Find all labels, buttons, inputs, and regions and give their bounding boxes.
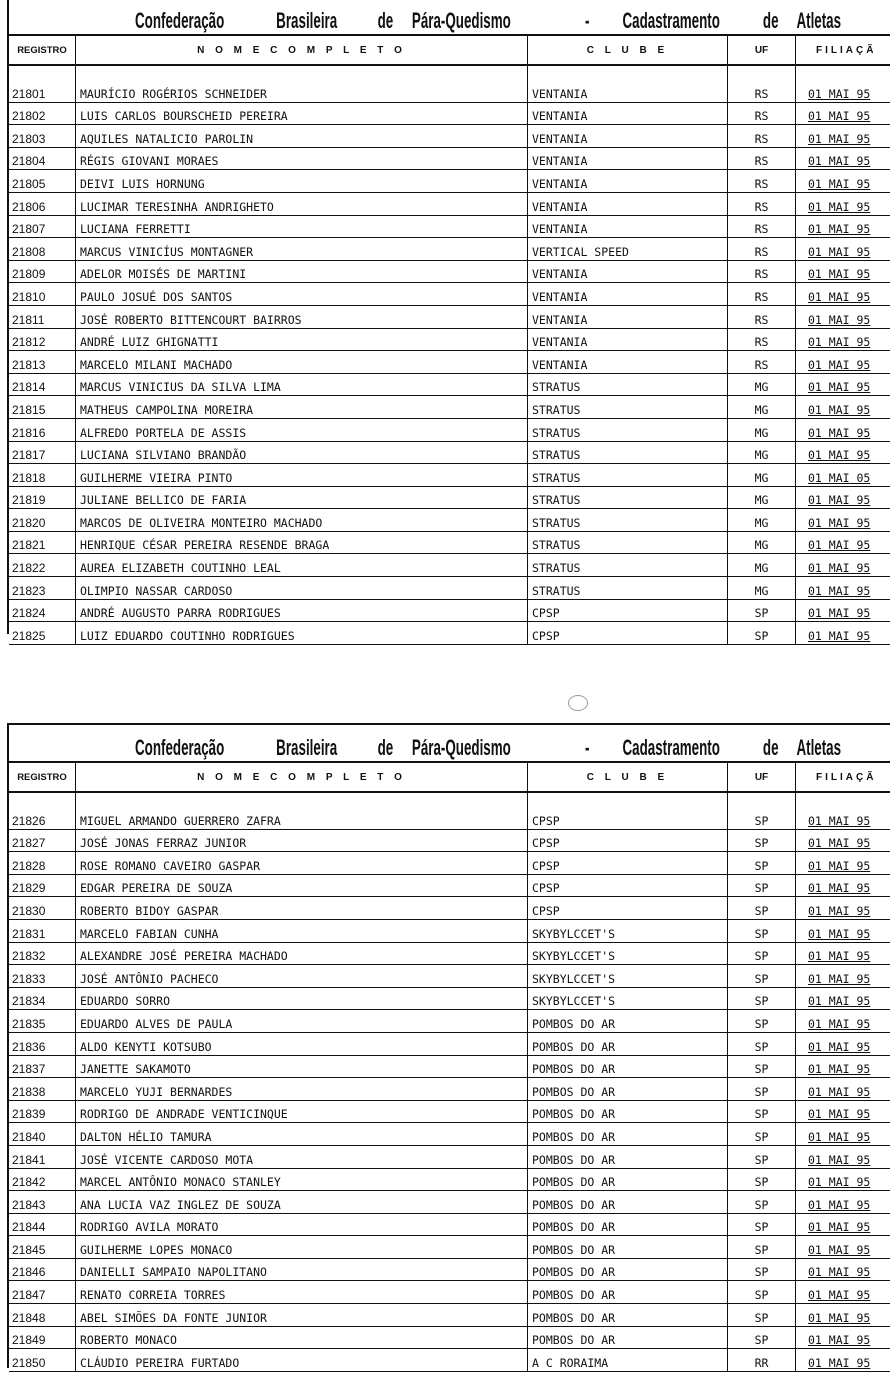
filiacao-cell: 01 MAI 95 (795, 306, 890, 329)
nome-cell: AUREA ELIZABETH COUTINHO LEAL (75, 554, 527, 577)
filiacao-cell: 01 MAI 95 (795, 1123, 890, 1146)
registro-cell: 21805 (9, 170, 75, 193)
uf-cell: SP (727, 1281, 795, 1304)
filiacao-cell: 01 MAI 95 (795, 170, 890, 193)
title-word: - (585, 8, 590, 33)
filiacao-cell: 01 MAI 95 (795, 216, 890, 239)
filiacao-cell: 01 MAI 95 (795, 1056, 890, 1079)
clube-cell: POMBOS DO AR (527, 1010, 727, 1033)
uf-cell: SP (727, 1123, 795, 1146)
registro-cell: 21816 (9, 419, 75, 442)
filiacao-cell: 01 MAI 95 (795, 943, 890, 966)
table-header (9, 34, 890, 66)
header-spacer (9, 66, 890, 80)
title-word: Brasileira (275, 8, 337, 33)
title-word: de (762, 8, 779, 33)
registro-cell: 21811 (9, 306, 75, 329)
registro-cell: 21822 (9, 554, 75, 577)
filiacao-cell: 01 MAI 95 (795, 351, 890, 374)
filiacao-cell: 01 MAI 95 (795, 1169, 890, 1192)
uf-cell: RR (727, 1349, 795, 1372)
filiacao-cell: 01 MAI 95 (795, 1349, 890, 1372)
uf-cell: RS (727, 193, 795, 216)
uf-cell: SP (727, 1191, 795, 1214)
nome-cell: MARCELO MILANI MACHADO (75, 351, 527, 374)
uf-cell: RS (727, 103, 795, 126)
nome-cell: LUIS CARLOS BOURSCHEID PEREIRA (75, 103, 527, 126)
filiacao-cell: 01 MAI 95 (795, 1214, 890, 1237)
filiacao-cell: 01 MAI 95 (795, 577, 890, 600)
registro-cell: 21839 (9, 1101, 75, 1124)
title-word: Cadastramento (622, 735, 720, 760)
clube-cell: STRATUS (527, 442, 727, 465)
uf-cell: MG (727, 532, 795, 555)
title-text (135, 8, 854, 34)
title-word: Brasileira (275, 735, 337, 760)
registro-cell: 21835 (9, 1010, 75, 1033)
registro-cell: 21832 (9, 943, 75, 966)
title-word: Cadastramento (622, 8, 720, 33)
clube-cell: CPSP (527, 897, 727, 920)
registration-sheet-1 (7, 0, 890, 643)
uf-cell: SP (727, 897, 795, 920)
nome-cell: JOSÉ ROBERTO BITTENCOURT BAIRROS (75, 306, 527, 329)
nome-cell: OLIMPIO NASSAR CARDOSO (75, 577, 527, 600)
uf-cell: MG (727, 487, 795, 510)
filiacao-cell: 01 MAI 95 (795, 442, 890, 465)
registro-cell: 21837 (9, 1056, 75, 1079)
filiacao-cell: 01 MAI 95 (795, 622, 890, 645)
uf-cell: RS (727, 148, 795, 171)
uf-cell: SP (727, 1236, 795, 1259)
clube-cell: POMBOS DO AR (527, 1214, 727, 1237)
registro-cell: 21817 (9, 442, 75, 465)
nome-cell: ROBERTO MONACO (75, 1327, 527, 1350)
clube-cell: POMBOS DO AR (527, 1236, 727, 1259)
clube-cell: A C RORAIMA (527, 1349, 727, 1372)
filiacao-cell: 01 MAI 95 (795, 600, 890, 623)
registro-cell: 21829 (9, 875, 75, 898)
filiacao-cell: 01 MAI 95 (795, 1281, 890, 1304)
sheet-title (9, 0, 890, 34)
filiacao-cell: 01 MAI 95 (795, 419, 890, 442)
filiacao-cell: 01 MAI 95 (795, 1327, 890, 1350)
nome-cell: ROSE ROMANO CAVEIRO GASPAR (75, 852, 527, 875)
nome-cell: AQUILES NATALICIO PAROLIN (75, 125, 527, 148)
nome-cell: DEIVI LUIS HORNUNG (75, 170, 527, 193)
filiacao-cell: 01 MAI 95 (795, 988, 890, 1011)
nome-cell: DANIELLI SAMPAIO NAPOLITANO (75, 1259, 527, 1282)
registro-cell: 21830 (9, 897, 75, 920)
title-word: Pára-Quedismo (411, 735, 511, 760)
nome-cell: MARCELO FABIAN CUNHA (75, 920, 527, 943)
sheet-title (9, 725, 890, 761)
filiacao-cell: 01 MAI 95 (795, 283, 890, 306)
uf-cell: MG (727, 509, 795, 532)
clube-cell: VENTANIA (527, 306, 727, 329)
clube-cell: STRATUS (527, 532, 727, 555)
filiacao-cell: 01 MAI 95 (795, 875, 890, 898)
nome-cell: EDUARDO SORRO (75, 988, 527, 1011)
filiacao-cell: 01 MAI 95 (795, 920, 890, 943)
filiacao-cell: 01 MAI 95 (795, 193, 890, 216)
header-filiacao: FILIAÇÃ (795, 36, 890, 64)
nome-cell: RENATO CORREIA TORRES (75, 1281, 527, 1304)
nome-cell: MARCUS VINICIUS DA SILVA LIMA (75, 374, 527, 397)
title-word: de (377, 8, 394, 33)
clube-cell: POMBOS DO AR (527, 1259, 727, 1282)
clube-cell: POMBOS DO AR (527, 1304, 727, 1327)
uf-cell: SP (727, 1327, 795, 1350)
clube-cell: CPSP (527, 622, 727, 645)
header-uf: UF (727, 763, 795, 791)
registro-cell: 21801 (9, 80, 75, 103)
registro-cell: 21844 (9, 1214, 75, 1237)
registro-cell: 21803 (9, 125, 75, 148)
registro-cell: 21809 (9, 261, 75, 284)
clube-cell: VERTICAL SPEED (527, 238, 727, 261)
clube-cell: VENTANIA (527, 193, 727, 216)
uf-cell: SP (727, 920, 795, 943)
nome-cell: EDUARDO ALVES DE PAULA (75, 1010, 527, 1033)
filiacao-cell: 01 MAI 95 (795, 1101, 890, 1124)
registro-cell: 21819 (9, 487, 75, 510)
registro-cell: 21831 (9, 920, 75, 943)
registro-cell: 21836 (9, 1033, 75, 1056)
header-nome: N O M E C O M P L E T O (75, 36, 527, 64)
clube-cell: POMBOS DO AR (527, 1281, 727, 1304)
clube-cell: VENTANIA (527, 148, 727, 171)
filiacao-cell: 01 MAI 95 (795, 1078, 890, 1101)
filiacao-cell: 01 MAI 05 (795, 464, 890, 487)
title-word: Confederação (135, 735, 225, 760)
clube-cell: VENTANIA (527, 80, 727, 103)
title-text (135, 735, 854, 761)
registro-cell: 21820 (9, 509, 75, 532)
filiacao-cell: 01 MAI 95 (795, 554, 890, 577)
nome-cell: MATHEUS CAMPOLINA MOREIRA (75, 396, 527, 419)
filiacao-cell: 01 MAI 95 (795, 509, 890, 532)
clube-cell: VENTANIA (527, 351, 727, 374)
registro-cell: 21815 (9, 396, 75, 419)
filiacao-cell: 01 MAI 95 (795, 1146, 890, 1169)
clube-cell: CPSP (527, 875, 727, 898)
uf-cell: SP (727, 1214, 795, 1237)
filiacao-cell: 01 MAI 95 (795, 148, 890, 171)
clube-cell: POMBOS DO AR (527, 1191, 727, 1214)
registro-cell: 21845 (9, 1236, 75, 1259)
clube-cell: VENTANIA (527, 283, 727, 306)
uf-cell: SP (727, 1010, 795, 1033)
punch-hole (568, 695, 588, 711)
uf-cell: SP (727, 965, 795, 988)
uf-cell: SP (727, 1169, 795, 1192)
table-header (9, 761, 890, 793)
registro-cell: 21826 (9, 807, 75, 830)
filiacao-cell: 01 MAI 95 (795, 532, 890, 555)
registro-cell: 21823 (9, 577, 75, 600)
clube-cell: SKYBYLCCET'S (527, 943, 727, 966)
registro-cell: 21802 (9, 103, 75, 126)
uf-cell: SP (727, 852, 795, 875)
uf-cell: SP (727, 943, 795, 966)
registro-cell: 21806 (9, 193, 75, 216)
filiacao-cell: 01 MAI 95 (795, 374, 890, 397)
filiacao-cell: 01 MAI 95 (795, 1033, 890, 1056)
uf-cell: MG (727, 419, 795, 442)
clube-cell: CPSP (527, 600, 727, 623)
clube-cell: POMBOS DO AR (527, 1056, 727, 1079)
title-word: Confederação (135, 8, 225, 33)
clube-cell: CPSP (527, 807, 727, 830)
uf-cell: RS (727, 261, 795, 284)
header-registro: REGISTRO (17, 44, 67, 56)
nome-cell: DALTON HÉLIO TAMURA (75, 1123, 527, 1146)
nome-cell: LUCIMAR TERESINHA ANDRIGHETO (75, 193, 527, 216)
filiacao-cell: 01 MAI 95 (795, 103, 890, 126)
nome-cell: MARCOS DE OLIVEIRA MONTEIRO MACHADO (75, 509, 527, 532)
registro-cell: 21833 (9, 965, 75, 988)
filiacao-cell: 01 MAI 95 (795, 1191, 890, 1214)
nome-cell: ABEL SIMÕES DA FONTE JUNIOR (75, 1304, 527, 1327)
clube-cell: STRATUS (527, 419, 727, 442)
clube-cell: SKYBYLCCET'S (527, 988, 727, 1011)
registro-cell: 21834 (9, 988, 75, 1011)
filiacao-cell: 01 MAI 95 (795, 487, 890, 510)
header-clube: C L U B E (527, 763, 727, 791)
clube-cell: POMBOS DO AR (527, 1078, 727, 1101)
uf-cell: SP (727, 875, 795, 898)
filiacao-cell: 01 MAI 95 (795, 396, 890, 419)
nome-cell: JOSÉ ANTÔNIO PACHECO (75, 965, 527, 988)
clube-cell: POMBOS DO AR (527, 1169, 727, 1192)
nome-cell: JOSÉ VICENTE CARDOSO MOTA (75, 1146, 527, 1169)
uf-cell: RS (727, 216, 795, 239)
uf-cell: RS (727, 125, 795, 148)
clube-cell: VENTANIA (527, 125, 727, 148)
nome-cell: MAURÍCIO ROGÉRIOS SCHNEIDER (75, 80, 527, 103)
nome-cell: PAULO JOSUÉ DOS SANTOS (75, 283, 527, 306)
nome-cell: ALFREDO PORTELA DE ASSIS (75, 419, 527, 442)
registro-cell: 21840 (9, 1123, 75, 1146)
clube-cell: VENTANIA (527, 261, 727, 284)
registro-cell: 21813 (9, 351, 75, 374)
nome-cell: ANA LUCIA VAZ INGLEZ DE SOUZA (75, 1191, 527, 1214)
uf-cell: SP (727, 988, 795, 1011)
registro-cell: 21848 (9, 1304, 75, 1327)
uf-cell: SP (727, 1259, 795, 1282)
header-registro: REGISTRO (17, 771, 67, 783)
uf-cell: RS (727, 329, 795, 352)
uf-cell: RS (727, 170, 795, 193)
clube-cell: CPSP (527, 852, 727, 875)
header-filiacao: FILIAÇÃ (795, 763, 890, 791)
nome-cell: ALDO KENYTI KOTSUBO (75, 1033, 527, 1056)
uf-cell: SP (727, 830, 795, 853)
clube-cell: POMBOS DO AR (527, 1146, 727, 1169)
nome-cell: ANDRÉ LUIZ GHIGNATTI (75, 329, 527, 352)
registro-cell: 21847 (9, 1281, 75, 1304)
filiacao-cell: 01 MAI 95 (795, 238, 890, 261)
clube-cell: VENTANIA (527, 329, 727, 352)
nome-cell: ADELOR MOISÉS DE MARTINI (75, 261, 527, 284)
registro-cell: 21850 (9, 1349, 75, 1372)
registro-cell: 21828 (9, 852, 75, 875)
nome-cell: ROBERTO BIDOY GASPAR (75, 897, 527, 920)
filiacao-cell: 01 MAI 95 (795, 1259, 890, 1282)
filiacao-cell: 01 MAI 95 (795, 965, 890, 988)
filiacao-cell: 01 MAI 95 (795, 125, 890, 148)
athlete-table (9, 80, 890, 645)
nome-cell: EDGAR PEREIRA DE SOUZA (75, 875, 527, 898)
filiacao-cell: 01 MAI 95 (795, 897, 890, 920)
nome-cell: MIGUEL ARMANDO GUERRERO ZAFRA (75, 807, 527, 830)
nome-cell: JULIANE BELLICO DE FARIA (75, 487, 527, 510)
clube-cell: POMBOS DO AR (527, 1327, 727, 1350)
registro-cell: 21846 (9, 1259, 75, 1282)
nome-cell: GUILHERME VIEIRA PINTO (75, 464, 527, 487)
uf-cell: MG (727, 554, 795, 577)
registro-cell: 21814 (9, 374, 75, 397)
nome-cell: MARCEL ANTÔNIO MONACO STANLEY (75, 1169, 527, 1192)
nome-cell: GUILHERME LOPES MONACO (75, 1236, 527, 1259)
uf-cell: RS (727, 238, 795, 261)
nome-cell: RODRIGO AVILA MORATO (75, 1214, 527, 1237)
title-word: Atletas (796, 735, 842, 760)
title-word: Atletas (796, 8, 842, 33)
uf-cell: SP (727, 1056, 795, 1079)
clube-cell: STRATUS (527, 374, 727, 397)
uf-cell: MG (727, 374, 795, 397)
registro-cell: 21842 (9, 1169, 75, 1192)
nome-cell: ALEXANDRE JOSÉ PEREIRA MACHADO (75, 943, 527, 966)
registro-cell: 21838 (9, 1078, 75, 1101)
clube-cell: POMBOS DO AR (527, 1123, 727, 1146)
clube-cell: STRATUS (527, 554, 727, 577)
nome-cell: JANETTE SAKAMOTO (75, 1056, 527, 1079)
registro-cell: 21841 (9, 1146, 75, 1169)
clube-cell: VENTANIA (527, 170, 727, 193)
clube-cell: CPSP (527, 830, 727, 853)
nome-cell: ANDRÉ AUGUSTO PARRA RODRIGUES (75, 600, 527, 623)
clube-cell: VENTANIA (527, 216, 727, 239)
registro-cell: 21804 (9, 148, 75, 171)
filiacao-cell: 01 MAI 95 (795, 852, 890, 875)
filiacao-cell: 01 MAI 95 (795, 1010, 890, 1033)
uf-cell: SP (727, 622, 795, 645)
filiacao-cell: 01 MAI 95 (795, 1304, 890, 1327)
registro-cell: 21825 (9, 622, 75, 645)
registro-cell: 21808 (9, 238, 75, 261)
filiacao-cell: 01 MAI 95 (795, 261, 890, 284)
clube-cell: STRATUS (527, 577, 727, 600)
uf-cell: MG (727, 442, 795, 465)
nome-cell: RODRIGO DE ANDRADE VENTICINQUE (75, 1101, 527, 1124)
uf-cell: MG (727, 464, 795, 487)
header-nome: N O M E C O M P L E T O (75, 763, 527, 791)
clube-cell: SKYBYLCCET'S (527, 965, 727, 988)
clube-cell: POMBOS DO AR (527, 1101, 727, 1124)
title-word: - (585, 735, 590, 760)
nome-cell: LUIZ EDUARDO COUTINHO RODRIGUES (75, 622, 527, 645)
filiacao-cell: 01 MAI 95 (795, 807, 890, 830)
filiacao-cell: 01 MAI 95 (795, 80, 890, 103)
title-word: Pára-Quedismo (411, 8, 511, 33)
clube-cell: STRATUS (527, 487, 727, 510)
uf-cell: RS (727, 351, 795, 374)
nome-cell: MARCELO YUJI BERNARDES (75, 1078, 527, 1101)
uf-cell: RS (727, 306, 795, 329)
registro-cell: 21807 (9, 216, 75, 239)
title-word: de (377, 735, 394, 760)
header-spacer (9, 793, 890, 807)
uf-cell: SP (727, 600, 795, 623)
registro-cell: 21849 (9, 1327, 75, 1350)
uf-cell: RS (727, 283, 795, 306)
header-clube: C L U B E (527, 36, 727, 64)
uf-cell: RS (727, 80, 795, 103)
uf-cell: MG (727, 577, 795, 600)
title-word: de (762, 735, 779, 760)
nome-cell: JOSÉ JONAS FERRAZ JUNIOR (75, 830, 527, 853)
uf-cell: MG (727, 396, 795, 419)
nome-cell: LUCIANA SILVIANO BRANDÃO (75, 442, 527, 465)
uf-cell: SP (727, 1078, 795, 1101)
clube-cell: SKYBYLCCET'S (527, 920, 727, 943)
registro-cell: 21843 (9, 1191, 75, 1214)
clube-cell: VENTANIA (527, 103, 727, 126)
registro-cell: 21821 (9, 532, 75, 555)
nome-cell: MARCUS VINICÍUS MONTAGNER (75, 238, 527, 261)
registro-cell: 21827 (9, 830, 75, 853)
clube-cell: POMBOS DO AR (527, 1033, 727, 1056)
nome-cell: CLÁUDIO PEREIRA FURTADO (75, 1349, 527, 1372)
clube-cell: STRATUS (527, 509, 727, 532)
registro-cell: 21824 (9, 600, 75, 623)
uf-cell: SP (727, 1304, 795, 1327)
registro-cell: 21818 (9, 464, 75, 487)
header-uf: UF (727, 36, 795, 64)
nome-cell: HENRIQUE CÉSAR PEREIRA RESENDE BRAGA (75, 532, 527, 555)
nome-cell: LUCIANA FERRETTI (75, 216, 527, 239)
clube-cell: STRATUS (527, 396, 727, 419)
filiacao-cell: 01 MAI 95 (795, 329, 890, 352)
registro-cell: 21810 (9, 283, 75, 306)
uf-cell: SP (727, 807, 795, 830)
nome-cell: RÉGIS GIOVANI MORAES (75, 148, 527, 171)
uf-cell: SP (727, 1033, 795, 1056)
clube-cell: STRATUS (527, 464, 727, 487)
athlete-table (9, 807, 890, 1372)
uf-cell: SP (727, 1101, 795, 1124)
filiacao-cell: 01 MAI 95 (795, 830, 890, 853)
uf-cell: SP (727, 1146, 795, 1169)
registro-cell: 21812 (9, 329, 75, 352)
filiacao-cell: 01 MAI 95 (795, 1236, 890, 1259)
registration-sheet-2 (7, 723, 890, 1368)
